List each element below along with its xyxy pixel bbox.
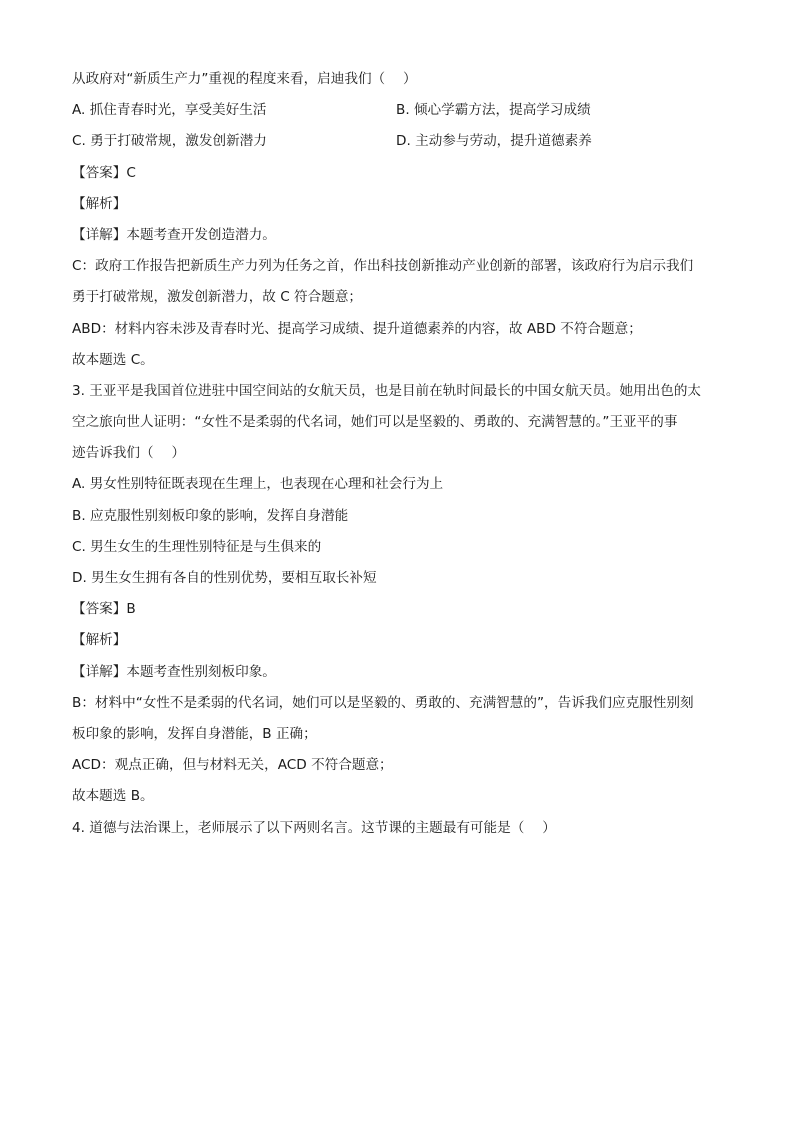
q2-stem: 从政府对“新质生产力”重视的程度来看，启迪我们（ ） — [72, 71, 417, 87]
q2-explanation-c-2: 勇于打破常规，激发创新潜力，故 C 符合题意； — [72, 289, 363, 306]
q3-conclusion: 故本题选 B。 — [72, 788, 154, 805]
q2-analysis-label: 【解析】 — [72, 195, 127, 212]
q3-stem-2: 空之旅向世人证明：“女性不是柔弱的代名词，她们可以是坚毅的、勇敢的、充满智慧的。”王亚平的事 — [72, 414, 678, 431]
q3-option-b: B. 应克服性别刻板印象的影响，发挥自身潜能 — [72, 507, 349, 524]
q3-stem-1: 3. 王亚平是我国首位进驻中国空间站的女航天员，也是目前在轨时间最长的中国女航天员。她用出色的太 — [72, 382, 702, 399]
q2-explanation-c-1: C：政府工作报告把新质生产力列为任务之首，作出科技创新推动产业创新的部署，该政府行为启示我们 — [72, 258, 694, 275]
q3-stem-3: 迹告诉我们（ ） — [72, 445, 186, 462]
q3-explanation-b-2: 板印象的影响，发挥自身潜能，B 正确； — [72, 725, 317, 742]
q2-option-a: A. 抓住青春时光，享受美好生活 — [72, 102, 267, 119]
q3-option-d: D. 男生女生拥有各自的性别优势，要相互取长补短 — [72, 570, 377, 586]
q2-options-row-1 — [72, 95, 722, 126]
q3-explanation-acd: ACD：观点正确，但与材料无关，ACD 不符合题意； — [72, 757, 393, 774]
q3-analysis-label: 【解析】 — [72, 632, 127, 649]
document-body — [72, 64, 722, 844]
q2-conclusion: 故本题选 C。 — [72, 351, 154, 368]
q2-detail: 【详解】本题考查开发创造潜力。 — [72, 226, 276, 243]
q2-option-c: C. 勇于打破常规，激发创新潜力 — [72, 133, 267, 150]
q3-option-c: C. 男生女生的生理性别特征是与生俱来的 — [72, 538, 322, 555]
q3-option-a: A. 男女性别特征既表现在生理上，也表现在心理和社会行为上 — [72, 476, 444, 493]
q3-explanation-b-1: B：材料中“女性不是柔弱的代名词，她们可以是坚毅的、勇敢的、充满智慧的”，告诉我们应克服性别刻 — [72, 694, 694, 711]
q2-option-d: D. 主动参与劳动，提升道德素养 — [396, 133, 592, 150]
q4-stem: 4. 道德与法治课上，老师展示了以下两则名言。这节课的主题最有可能是（ ） — [72, 819, 556, 836]
q3-detail: 【详解】本题考查性别刻板印象。 — [72, 663, 276, 680]
q2-explanation-abd: ABD：材料内容未涉及青春时光、提高学习成绩、提升道德素养的内容，故 ABD 不符合题意； — [72, 320, 642, 337]
q3-answer: 【答案】B — [72, 601, 136, 618]
q2-answer: 【答案】C — [72, 164, 136, 181]
q2-options-row-2 — [72, 126, 722, 157]
q2-option-b: B. 倾心学霸方法，提高学习成绩 — [396, 102, 591, 119]
